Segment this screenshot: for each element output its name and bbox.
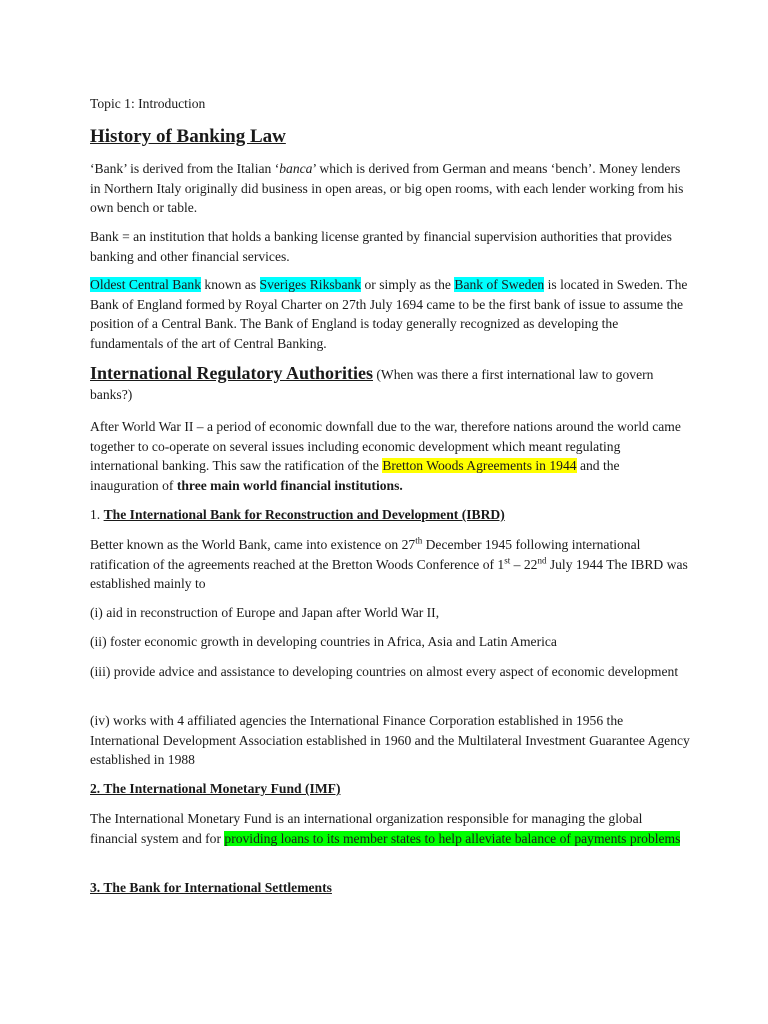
paragraph-post-war: After World War II – a period of economic downfall due to the war, therefore nations around the world came together to co-operate on several issues including economic development which meant regulating international banking. This saw the ratification of the Bretton Woods Agreements in 1944 and the inauguration of three main world financial institutions. — [90, 419, 681, 493]
italic-banca: banca — [279, 161, 313, 176]
list-item: (iii) provide advice and assistance to developing countries on almost every aspect of economic development — [90, 664, 679, 679]
heading-history: History of Banking Law — [90, 126, 286, 147]
highlight-loans: providing loans to its member states to help alleviate balance of payments problems — [224, 830, 681, 846]
paragraph-imf: The International Monetary Fund is an international organization responsible for managing the global financial system and for providing loans to its member states to help alleviate balance of payments problems — [90, 811, 681, 846]
highlight-bretton-woods: Bretton Woods Agreements in 1944 — [382, 458, 577, 473]
list-item: (i) aid in reconstruction of Europe and Japan after World War II, — [90, 605, 440, 620]
list-item: (iv) works with 4 affiliated agencies the International Finance Corporation established in 1956 the International Development Association established in 1960 and the Multilateral Investment Guarantee Agency established in 1988 — [90, 713, 690, 767]
section-imf-heading: 2. The International Monetary Fund (IMF) — [90, 781, 341, 796]
highlight-oldest-central-bank: Oldest Central Bank — [90, 277, 201, 292]
highlight-bank-of-sweden: Bank of Sweden — [454, 277, 545, 292]
paragraph-bank-definition: Bank = an institution that holds a banking license granted by financial supervision authorities that provides banking and other financial services. — [90, 229, 672, 264]
section-ibrd-heading: 1. The International Bank for Reconstruction and Development (IBRD) — [90, 507, 505, 522]
heading-intl-authorities: International Regulatory Authorities (When was there a first international law to govern banks?) — [90, 363, 654, 402]
paragraph-oldest-central-bank: Oldest Central Bank known as Sveriges Riksbank or simply as the Bank of Sweden is located in Sweden. The Bank of England formed by Royal Charter on 27th July 1694 came to be the first bank of issue to assume the position of a Central Bank. The Bank of England is today generally recognized as developing the fundamentals of the art of Central Banking. — [90, 277, 688, 351]
section-bis-heading: 3. The Bank for International Settlements — [90, 880, 332, 895]
topic-line: Topic 1: Introduction — [90, 96, 206, 111]
list-item: (ii) foster economic growth in developing countries in Africa, Asia and Latin America — [90, 634, 557, 649]
paragraph-world-bank: Better known as the World Bank, came into existence on 27th December 1945 following international ratification of the agreements reached at the Bretton Woods Conference of 1st – 22nd July 1944 The IBRD was established mainly to — [90, 535, 688, 591]
highlight-sveriges-riksbank: Sveriges Riksbank — [259, 277, 362, 292]
bold-three-institutions: three main world financial institutions. — [176, 477, 403, 493]
paragraph-bank-etymology: ‘Bank’ is derived from the Italian ‘banca’ which is derived from German and means ‘bench’. Money lenders in Northern Italy originally did business in open areas, or big open rooms, with each lender working from his own bench or table. — [90, 161, 684, 215]
